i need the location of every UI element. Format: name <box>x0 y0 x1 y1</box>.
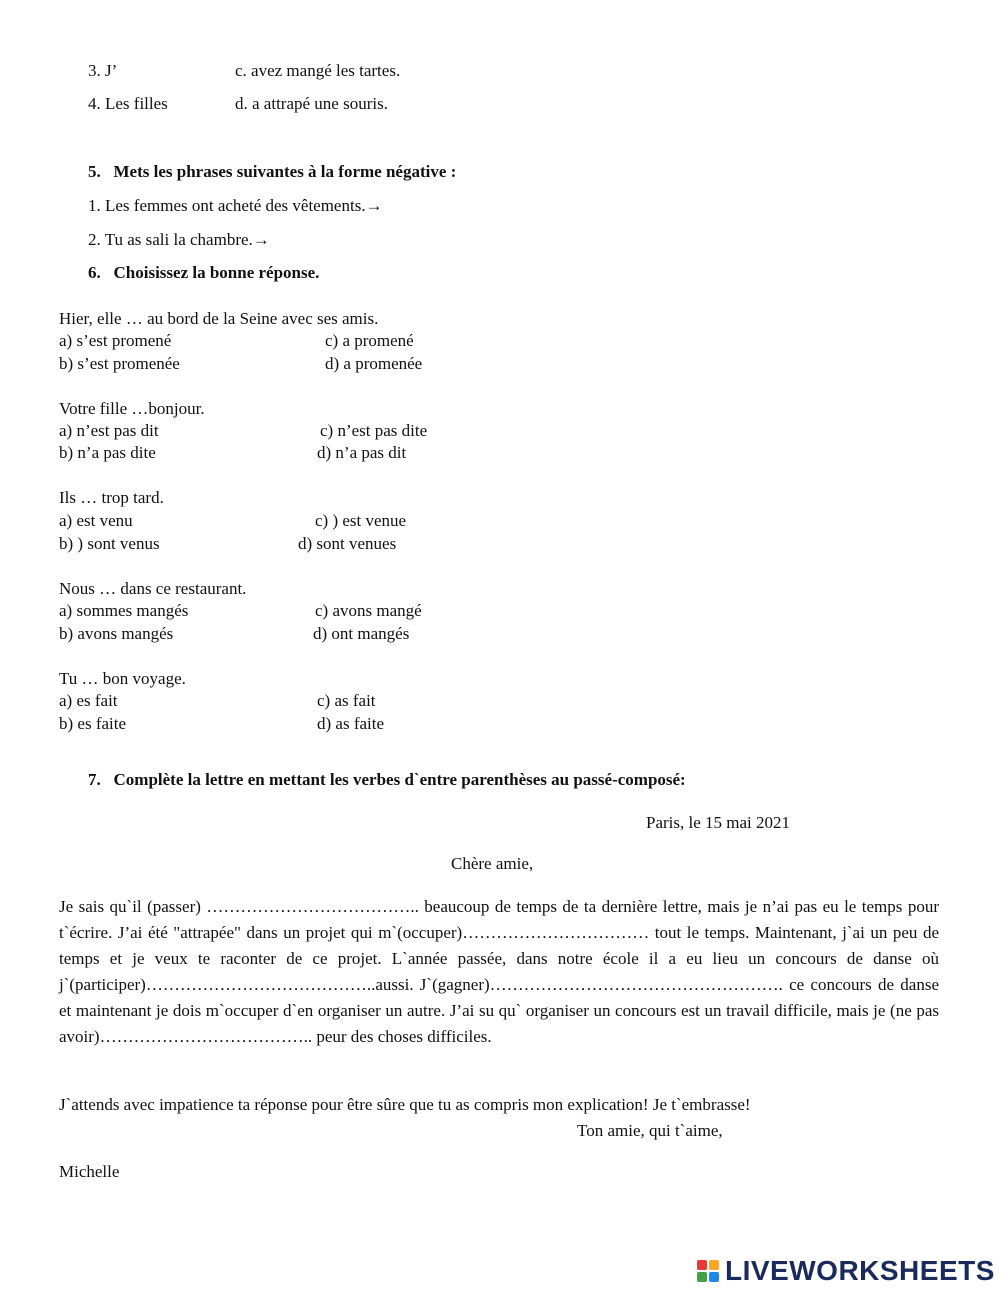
question-5-prompt: Tu … bon voyage. <box>59 669 186 688</box>
question-5-option-d: d) as faite <box>317 714 385 733</box>
question-3-option-c: c) ) est venue <box>315 511 407 530</box>
question-5-option-a: a) es fait <box>59 691 118 710</box>
question-2-option-c: c) n’est pas dite <box>320 421 428 440</box>
liveworksheets-logo <box>697 1257 995 1285</box>
logo-squares-icon <box>697 1260 719 1282</box>
match-right-c: c. avez mangé les tartes. <box>235 61 401 80</box>
question-5-option-b: b) es faite <box>59 714 127 733</box>
letter-signature: Michelle <box>59 1162 120 1181</box>
question-3-option-b: b) ) sont venus <box>59 534 160 553</box>
match-right-d: d. a attrapé une souris. <box>235 94 388 113</box>
letter-salutation: Chère amie, <box>451 854 534 873</box>
question-2-prompt: Votre fille …bonjour. <box>59 399 205 418</box>
question-4-option-c: c) avons mangé <box>315 601 422 620</box>
question-3-prompt: Ils … trop tard. <box>59 488 164 507</box>
question-1-option-c: c) a promené <box>325 331 414 350</box>
letter-signoff: Ton amie, qui t`aime, <box>577 1121 723 1140</box>
section-6-heading: 6. Choisissez la bonne réponse. <box>88 263 320 282</box>
question-4-option-d: d) ont mangés <box>313 624 410 643</box>
question-2-option-a: a) n’est pas dit <box>59 421 159 440</box>
question-1-option-d: d) a promenée <box>325 354 423 373</box>
logo-text: LIVEWORKSHEETS <box>725 1255 995 1286</box>
question-1-option-b: b) s’est promenée <box>59 354 180 373</box>
question-3-option-a: a) est venu <box>59 511 133 530</box>
negative-item-1: 1. Les femmes ont acheté des vêtements.→ <box>88 196 383 215</box>
match-left-3: 3. J’ <box>88 61 118 80</box>
logo-square-blue <box>709 1272 719 1282</box>
question-2-option-d: d) n’a pas dit <box>317 443 407 462</box>
section-7-heading: 7. Complète la lettre en mettant les verbes d`entre parenthèses au passé-composé: <box>88 770 686 789</box>
question-1-prompt: Hier, elle … au bord de la Seine avec ses amis. <box>59 309 379 328</box>
question-2-option-b: b) n’a pas dite <box>59 443 156 462</box>
letter-closing-line: J`attends avec impatience ta réponse pour être sûre que tu as compris mon explication! Je t`embrasse! <box>59 1095 751 1114</box>
negative-item-2: 2. Tu as sali la chambre.→ <box>88 230 270 249</box>
question-5-option-c: c) as fait <box>317 691 376 710</box>
question-4-option-a: a) sommes mangés <box>59 601 189 620</box>
question-3-option-d: d) sont venues <box>298 534 397 553</box>
match-left-4: 4. Les filles <box>88 94 168 113</box>
logo-square-green <box>697 1272 707 1282</box>
section-5-heading: 5. Mets les phrases suivantes à la forme négative : <box>88 162 457 181</box>
question-1-option-a: a) s’est promené <box>59 331 172 350</box>
logo-square-yellow <box>709 1260 719 1270</box>
question-4-option-b: b) avons mangés <box>59 624 174 643</box>
logo-square-red <box>697 1260 707 1270</box>
letter-body: Je sais qu`il (passer) ……………………………….. beaucoup de temps de ta dernière lettre, mais je n’ai pas eu le temps pour t`écrire. J’ai été "attrapée" dans un projet qui m`(occuper)…………………………… tout le temps. Maintenant, j`ai un peu de temps et je veux te raconter de ce projet. L`année passée, dans notre école il a eu lieu un concours de danse où j`(participer)…………………………………..aussi. J`(gagner)……………………………………………. ce concours de danse et maintenant je dois m`occuper d`en organiser un autre. J’ai su qu` organiser un concours est un travail difficile, mais je (ne pas avoir)……………………………….. peur des choses difficiles. <box>59 897 939 1046</box>
letter-date: Paris, le 15 mai 2021 <box>646 813 791 832</box>
question-4-prompt: Nous … dans ce restaurant. <box>59 579 247 598</box>
